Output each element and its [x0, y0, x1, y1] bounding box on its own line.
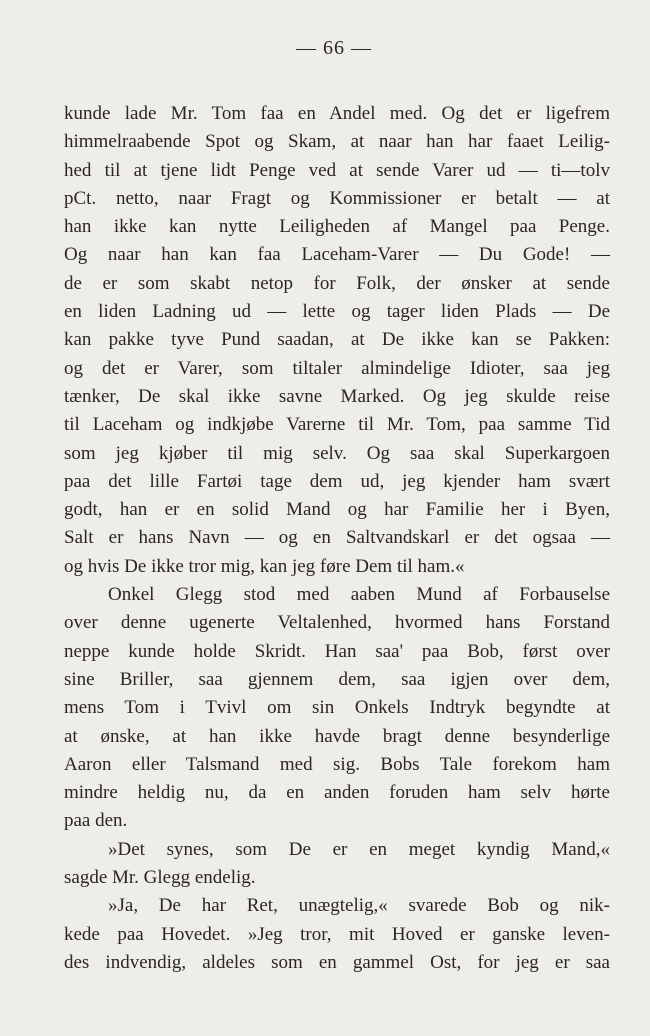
text-line: Onkel Glegg stod med aaben Mund af Forbauselse: [108, 584, 610, 606]
text-line: himmelraabende Spot og Skam, at naar han har faaet Leilig-: [64, 131, 610, 153]
text-line: neppe kunde holde Skridt. Han saa' paa Bob, først over: [64, 640, 610, 662]
body-text: [64, 100, 610, 977]
text-line: pCt. netto, naar Fragt og Kommissioner er betalt — at: [64, 187, 610, 209]
text-line: kan pakke tyve Pund saadan, at De ikke kan se Pakken:: [64, 329, 610, 351]
text-line: kede paa Hovedet. »Jeg tror, mit Hoved er ganske leven-: [64, 923, 610, 945]
text-line: sine Briller, saa gjennem dem, saa igjen over dem,: [64, 668, 610, 690]
page-number: — 66 —: [296, 37, 372, 59]
text-line: mens Tom i Tvivl om sin Onkels Indtryk begyndte at: [64, 697, 610, 719]
text-line: over denne ugenerte Veltalenhed, hvormed hans Forstand: [64, 612, 610, 634]
text-line: »Ja, De har Ret, unægtelig,« svarede Bob og nik-: [108, 895, 610, 917]
text-line: sagde Mr. Glegg endelig.: [64, 867, 256, 889]
text-line: des indvendig, aldeles som en gammel Ost, for jeg er saa: [64, 951, 610, 973]
text-line: mindre heldig nu, da en anden foruden ham selv hørte: [64, 782, 610, 804]
text-line: at ønske, at han ikke havde bragt denne besynderlige: [64, 725, 610, 747]
text-line: Aaron eller Talsmand med sig. Bobs Tale forekom ham: [64, 753, 610, 775]
text-line: paa det lille Fartøi tage dem ud, jeg kjender ham svært: [64, 470, 610, 492]
text-line: Og naar han kan faa Laceham-Varer — Du Gode! —: [64, 244, 610, 266]
text-line: hed til at tjene lidt Penge ved at sende Varer ud — ti—tolv: [64, 159, 610, 181]
text-line: han ikke kan nytte Leiligheden af Mangel paa Penge.: [64, 216, 610, 238]
text-line: kunde lade Mr. Tom faa en Andel med. Og det er ligefrem: [64, 103, 610, 124]
text-line: Salt er hans Navn — og en Saltvandskarl er det ogsaa —: [64, 527, 610, 549]
text-line: godt, han er en solid Mand og har Familie her i Byen,: [64, 499, 610, 521]
text-line: de er som skabt netop for Folk, der ønsker at sende: [64, 272, 610, 294]
text-line: som jeg kjøber til mig selv. Og saa skal Superkargoen: [64, 442, 610, 464]
text-line: og det er Varer, som tiltaler almindelige Idioter, saa jeg: [64, 357, 610, 379]
text-line: og hvis De ikke tror mig, kan jeg føre Dem til ham.«: [64, 555, 465, 577]
text-line: paa den.: [64, 810, 128, 832]
text-line: en liden Ladning ud — lette og tager liden Plads — De: [64, 301, 610, 323]
text-line: tænker, De skal ikke savne Marked. Og jeg skulde reise: [64, 385, 610, 407]
text-line: til Laceham og indkjøbe Varerne til Mr. Tom, paa samme Tid: [64, 414, 610, 436]
text-line: »Det synes, som De er en meget kyndig Mand,«: [108, 838, 610, 860]
